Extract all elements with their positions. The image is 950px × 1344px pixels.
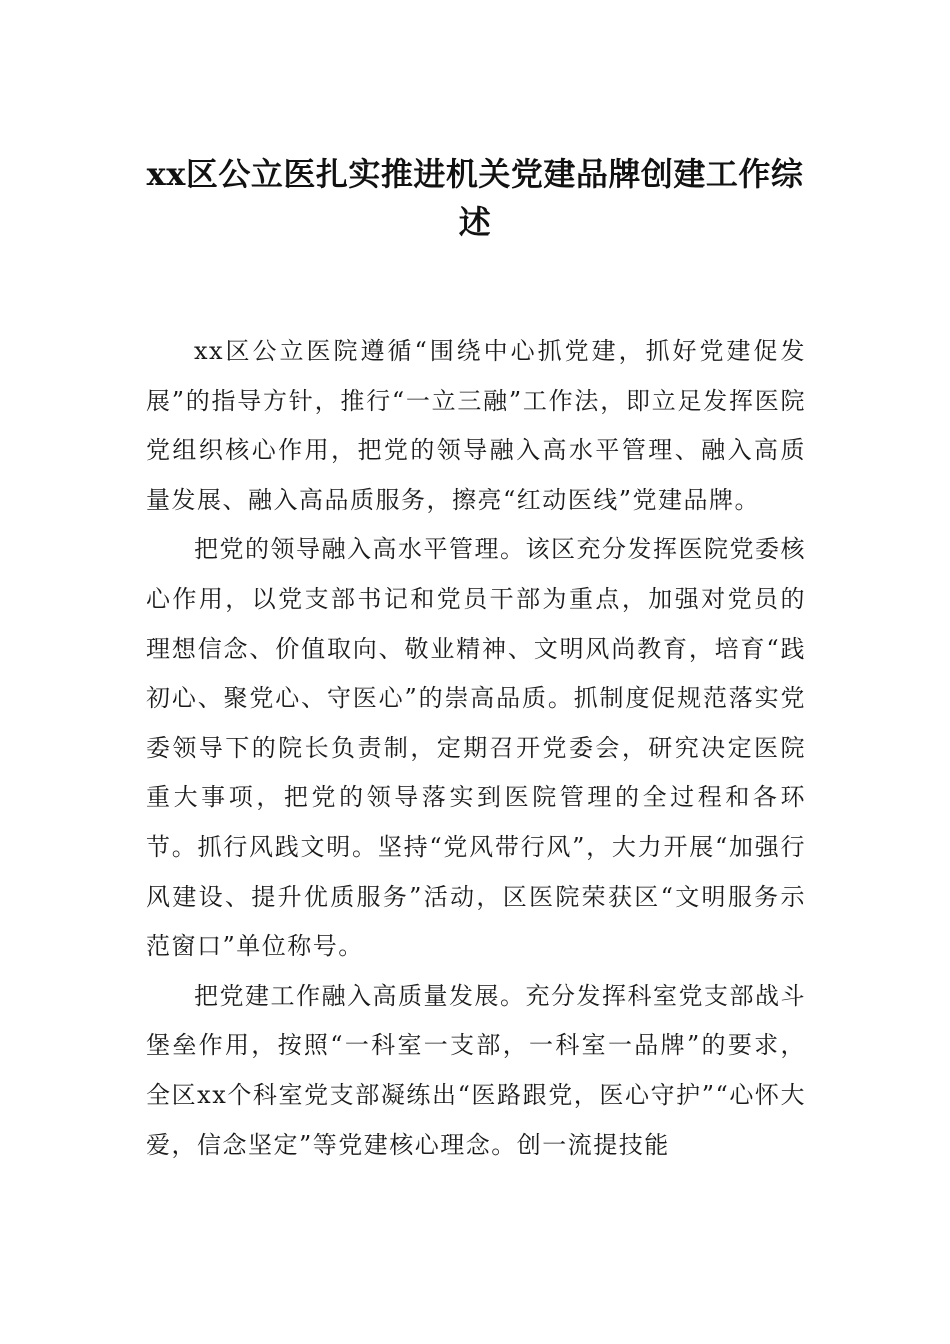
paragraph-intro: xx区公立医院遵循“围绕中心抓党建，抓好党建促发展”的指导方针，推行“一立三融”工作法，即立足发挥医院党组织核心作用，把党的领导融入高水平管理、融入高质量发展、融入高品质服务，擦亮“红动医线”党建品牌。 — [146, 337, 806, 514]
paragraph-development: 把党建工作融入高质量发展。充分发挥科室党支部战斗堡垒作用，按照“一科室一支部，一科室一品牌”的要求，全区xx个科室党支部凝练出“医路跟党，医心守护”“心怀大爱，信念坚定”等党建核心理念。创一流提技能 — [146, 981, 806, 1159]
paragraph-management: 把党的领导融入高水平管理。该区充分发挥医院党委核心作用，以党支部书记和党员干部为重点，加强对党员的理想信念、价值取向、敬业精神、文明风尚教育，培育“践初心、聚党心、守医心”的崇高品质。抓制度促规范落实党委领导下的院长负责制，定期召开党委会，研究决定医院重大事项，把党的领导落实到医院管理的全过程和各环节。抓行风践文明。坚持“党风带行风”，大力开展“加强行风建设、提升优质服务”活动，区医院荣获区“文明服务示范窗口”单位称号。 — [146, 535, 806, 961]
document-body — [146, 327, 806, 1170]
document-title: xx区公立医扎实推进机关党建品牌创建工作综述 — [146, 155, 804, 241]
